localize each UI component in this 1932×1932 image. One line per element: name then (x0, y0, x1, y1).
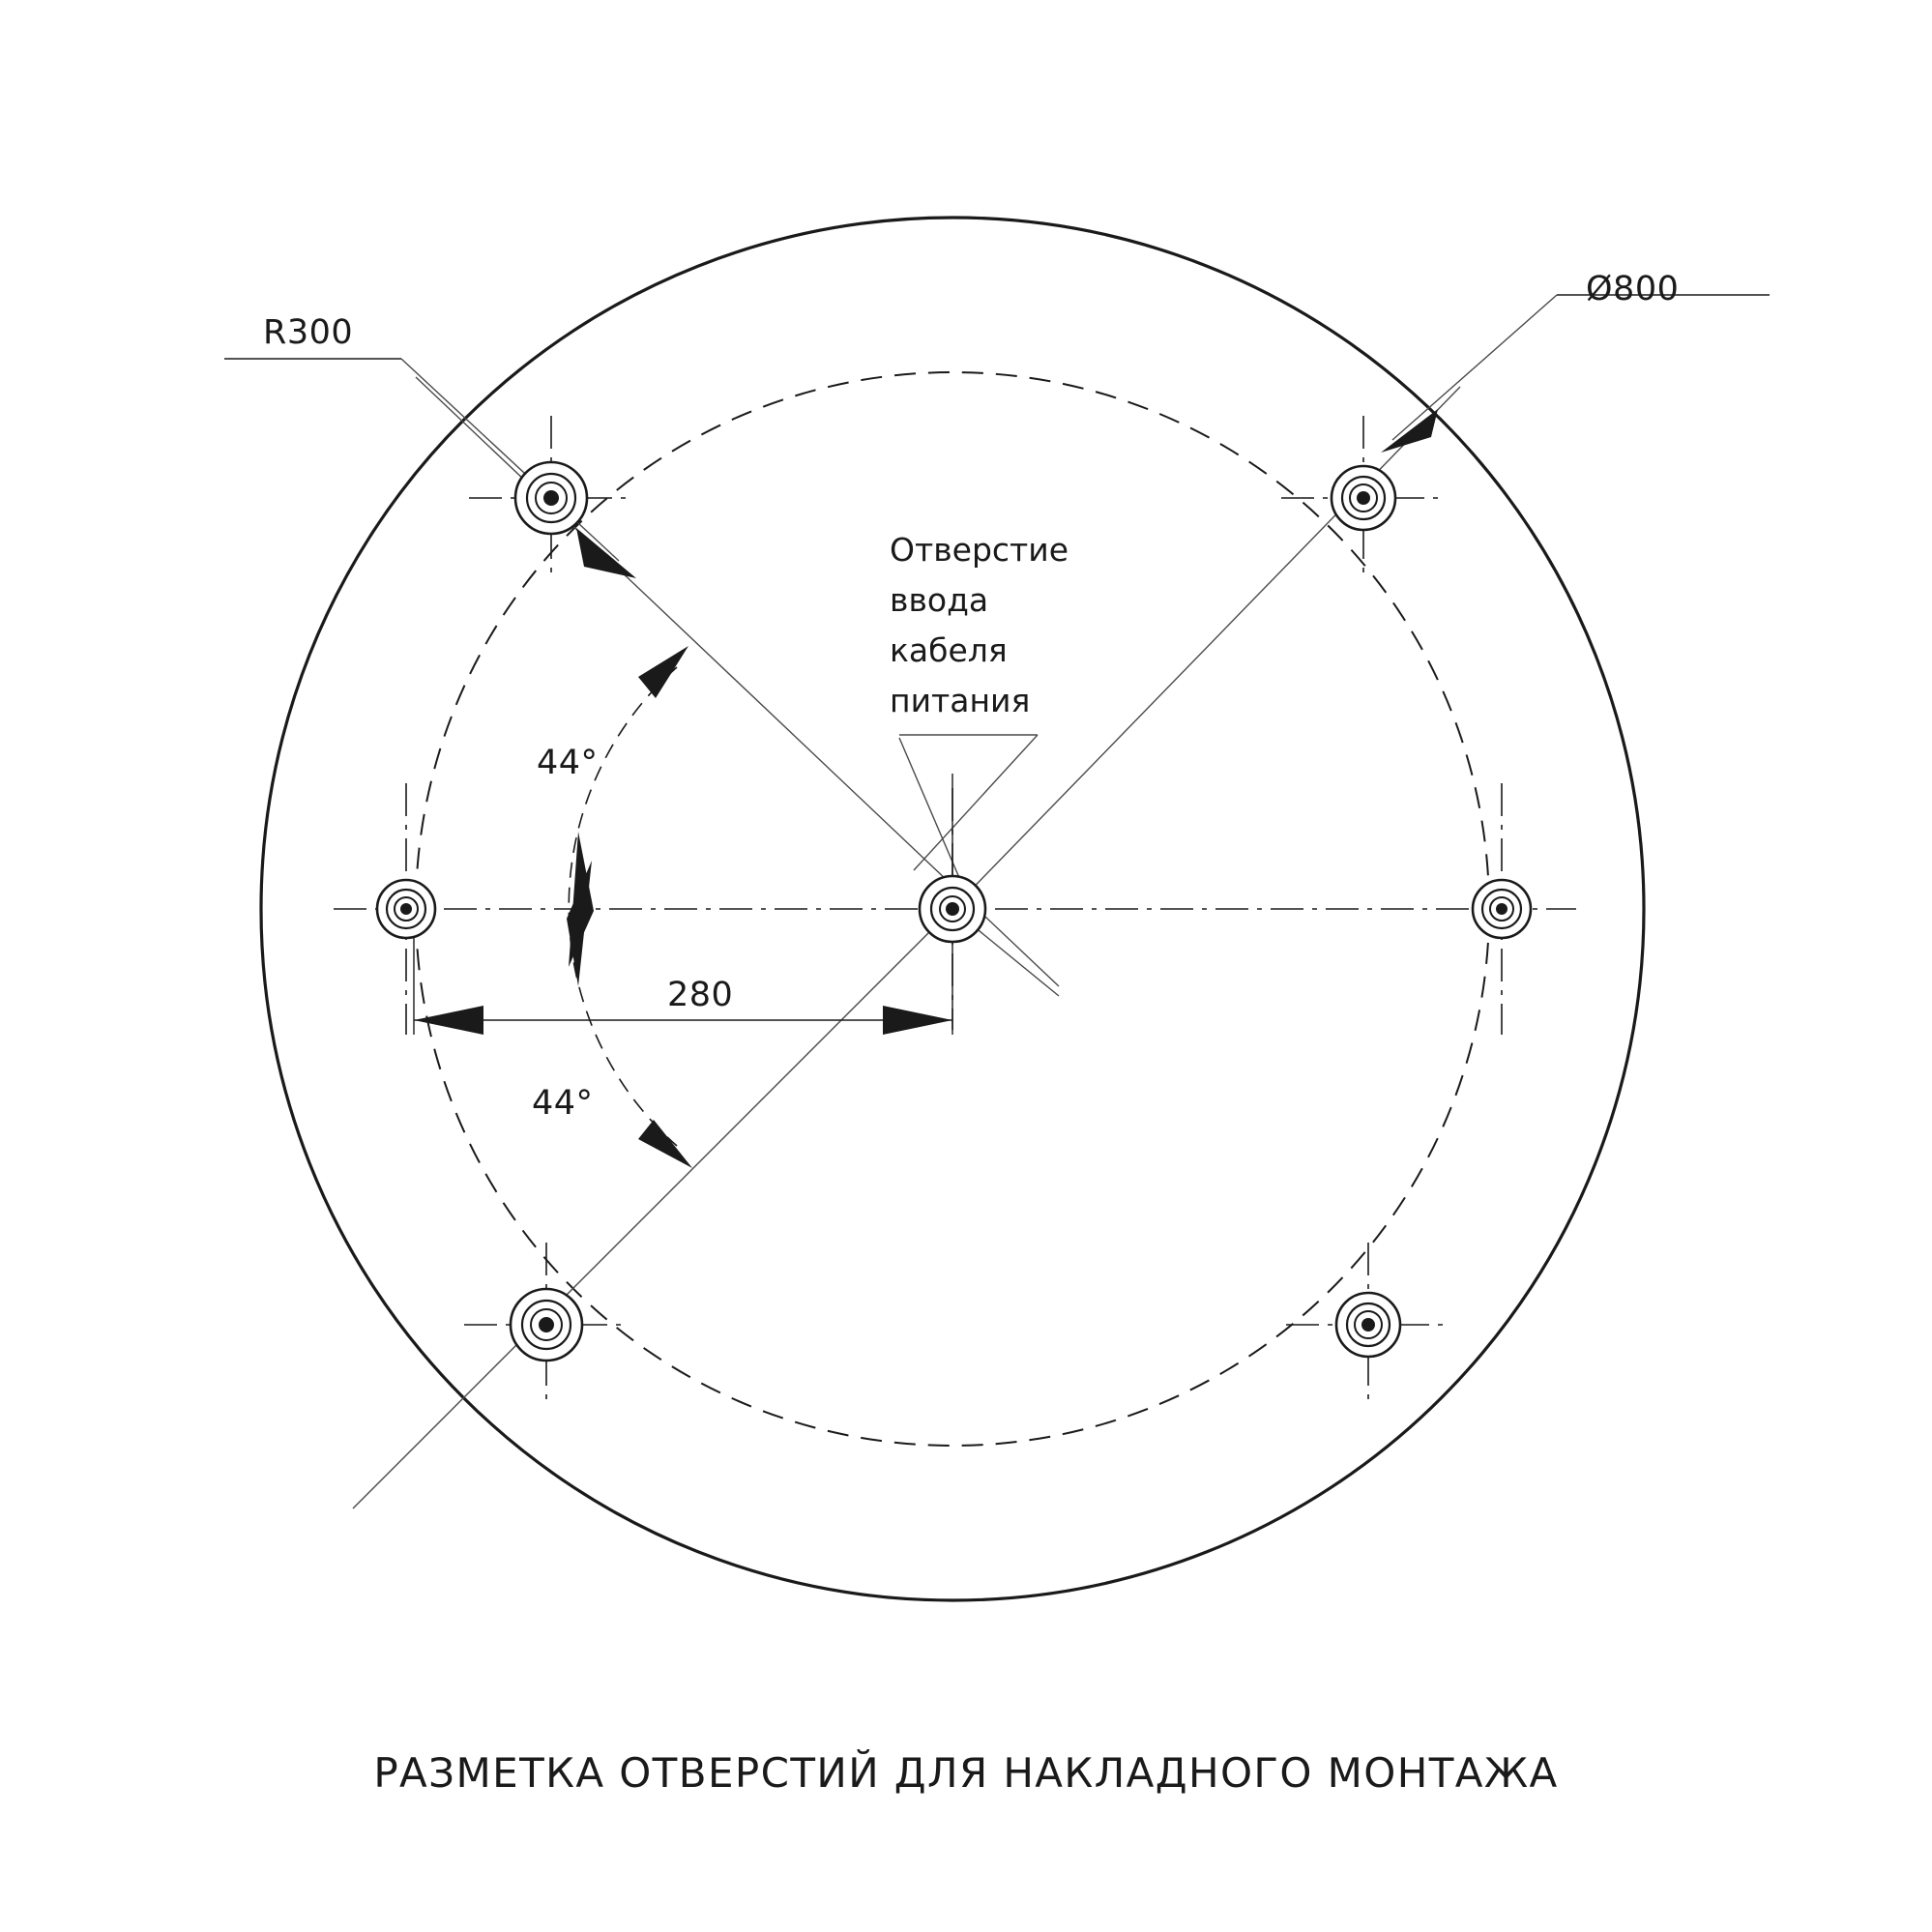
hole-l-core (400, 903, 412, 915)
hole-ur-core (1357, 491, 1370, 505)
leader-d800-arrowhead (1381, 409, 1438, 453)
note-cable-entry-line3: кабеля (890, 631, 1008, 669)
drawing-caption: РАЗМЕТКА ОТВЕРСТИЙ ДЛЯ НАКЛАДНОГО МОНТАЖА (373, 1749, 1559, 1797)
mounting-hole-lower-right (1286, 1243, 1450, 1407)
mounting-hole-upper-right (1281, 416, 1446, 580)
note-cable-entry-line1: Отверстие (890, 531, 1069, 569)
leader-r300-arrowhead (576, 528, 636, 578)
label-angle-upper: 44° (537, 744, 599, 782)
label-linear-dimension: 280 (667, 976, 734, 1014)
hole-lr-core (1361, 1318, 1375, 1332)
diagonal-axis-upper-right (952, 387, 1460, 909)
label-bolt-radius: R300 (263, 313, 354, 352)
dimension-280-arrow-right (883, 1006, 952, 1035)
mounting-hole-left (377, 783, 435, 1035)
label-angle-lower: 44° (532, 1084, 594, 1123)
note-cable-entry-line2: ввода (890, 581, 989, 619)
hole-ul-core (543, 490, 559, 506)
leader-r300-slanted (401, 359, 619, 561)
label-outer-diameter: Ø800 (1586, 270, 1680, 308)
note-cable-entry-line4: питания (890, 682, 1031, 719)
dimension-280-arrow-left (414, 1006, 483, 1035)
angle-arc-arrow-top (638, 646, 688, 698)
diagonal-axis-lower-left (353, 909, 952, 1508)
hole-center-core (946, 902, 959, 916)
leader-d800-slanted (1392, 295, 1557, 440)
leader-cable-note-1 (914, 735, 1038, 870)
angle-arc-arrow-bottom (638, 1120, 692, 1168)
hole-ll-core (539, 1317, 554, 1332)
hole-r-core (1496, 903, 1508, 915)
mounting-hole-lower-left (464, 1243, 629, 1407)
